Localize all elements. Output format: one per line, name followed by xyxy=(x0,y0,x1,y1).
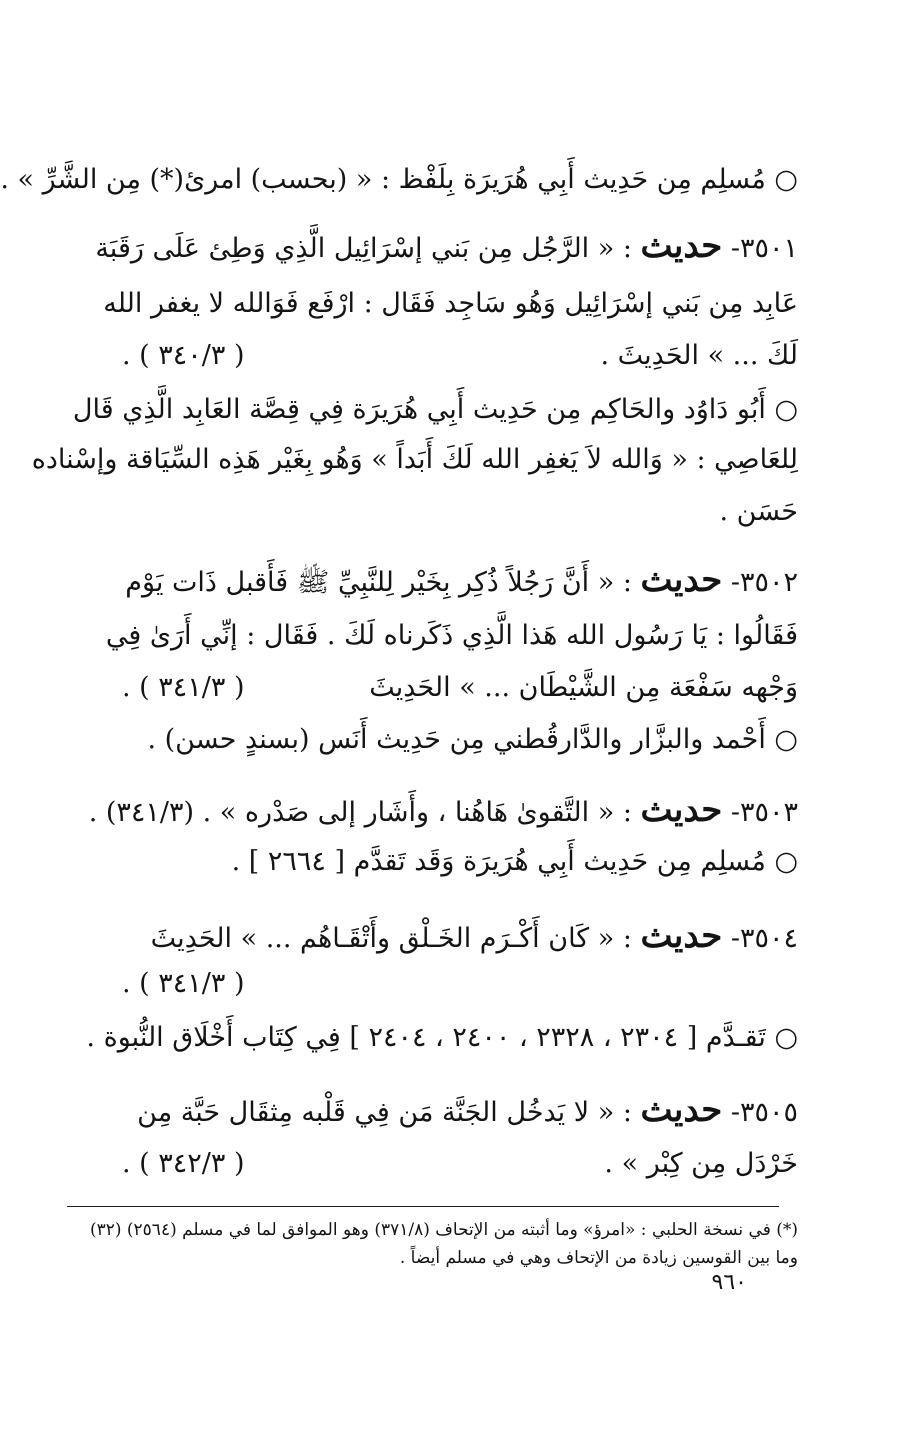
takhrij-line: لِلعَاصِي : « وَالله لاَ يَغفِر الله لَكَ أَبَداً » وَهُو بِغَيْر هَذِه السِّيَاقة وإسْناده xyxy=(31,444,798,475)
hadith-number: ٣٥٠٤- xyxy=(730,923,798,954)
footnote-divider xyxy=(67,1206,779,1207)
volume-reference: ( ٣٤١/٣ ) . xyxy=(122,968,245,999)
hadith-label: حديث xyxy=(640,560,723,600)
volume-reference: ( ٣٤١/٣ ) . xyxy=(122,672,245,703)
hadith-3505-line-2 xyxy=(122,1136,798,1192)
hadith-text: خَرْدَل مِن كِبْر » . xyxy=(604,1148,798,1179)
hadith-number: ٣٥٠٣- xyxy=(730,797,798,828)
hadith-text: : « التَّقوىٰ هَاهُنا ، وأَشَار إلى صَدْره » . (٣٤١/٣) . xyxy=(88,797,632,828)
note-line: ○ مُسلِم مِن حَدِيث أَبِي هُرَيرَة بِلَفْظ : « (بحسب) امرئ(*) مِن الشَّرِّ » . xyxy=(0,164,798,195)
hadith-3503-line-1 xyxy=(88,782,798,838)
hadith-text: : « لا يَدخُل الجَنَّة مَن فِي قَلْبه مِثقَال حَبَّة مِن xyxy=(137,1097,632,1128)
hadith-text: : « الرَّجُل مِن بَني إسْرَائِيل الَّذِي وَطِئ عَلَى رَقَبَة xyxy=(95,233,632,264)
takhrij-line: ○ مُسلِم مِن حَدِيث أَبِي هُرَيرَة وَقَد تَقدَّم [ ٢٦٦٤ ] . xyxy=(231,846,798,877)
hadith-3502-line-3 xyxy=(122,660,798,716)
hadith-3502-line-1 xyxy=(122,552,798,608)
hadith-text: لَكَ ... » الحَدِيثَ . xyxy=(600,340,798,371)
hadith-text: وَجْهه سَفْعَة مِن الشَّيْطَان ... » الحَدِيثَ xyxy=(369,672,798,703)
volume-reference: ( ٣٤٠/٣ ) . xyxy=(122,340,245,371)
hadith-text: : « كَان أَكْـرَم الخَـلْق وأَتْقَـاهُم ... » الحَدِيثَ xyxy=(150,923,632,954)
hadith-number: ٣٥٠٥- xyxy=(730,1097,798,1128)
hadith-label: حديث xyxy=(640,916,723,956)
takhrij-line: حَسَن . xyxy=(719,496,798,527)
hadith-3501-line-3 xyxy=(122,328,798,384)
footnote-line: (*) في نسخة الحلبي : «امرؤ» وما أثبته من الإتحاف (٣٧١/٨) وهو الموافق لما في مسلم (٢٥٦٤) (٣٢) xyxy=(89,1220,798,1240)
hadith-text: : « أَنَّ رَجُلاً ذُكِر بِخَيْر لِلنَّبِيِّ ﷺ فَأَقبل ذَات يَوْم xyxy=(125,567,632,598)
volume-reference: ( ٣٤٢/٣ ) . xyxy=(122,1148,245,1179)
hadith-number: ٣٥٠٢- xyxy=(730,567,798,598)
hadith-3505-line-1 xyxy=(122,1082,798,1138)
takhrij-line: ○ تَقـدَّم [ ٢٣٠٤ ، ٢٣٢٨ ، ٢٤٠٠ ، ٢٤٠٤ ] فِي كِتَاب أَخْلَاق النُّبوة . xyxy=(86,1022,798,1053)
hadith-3504-line-2 xyxy=(122,956,798,1012)
hadith-3502-line-2: فَقَالُوا : يَا رَسُول الله هَذا الَّذِي ذَكَرناه لَكَ . فَقَال : إنِّي أَرَىٰ فِي xyxy=(105,620,798,651)
hadith-label: حديث xyxy=(640,1090,723,1130)
hadith-label: حديث xyxy=(640,226,723,266)
takhrij-line: ○ أَحْمد والبزَّار والدَّارقُطني مِن حَدِيث أَنَس (بسندٍ حسن) . xyxy=(147,724,798,755)
footnote-line: وما بين القوسين زيادة من الإتحاف وهي في مسلم أيضاً . xyxy=(399,1248,798,1268)
page-number: ٩٦٠ xyxy=(711,1270,747,1295)
hadith-number: ٣٥٠١- xyxy=(730,233,798,264)
hadith-3501-line-1 xyxy=(95,218,798,274)
takhrij-line: ○ أَبُو دَاوُد والحَاكِم مِن حَدِيث أَبِي هُرَيرَة فِي قِصَّة العَابِد الَّذِي قَال xyxy=(72,394,798,425)
hadith-3501-line-2: عَابِد مِن بَني إسْرَائِيل وَهُو سَاجِد فَقَال : ارْفَع فَوَالله لا يغفر الله xyxy=(103,288,798,319)
hadith-label: حديث xyxy=(640,790,723,830)
